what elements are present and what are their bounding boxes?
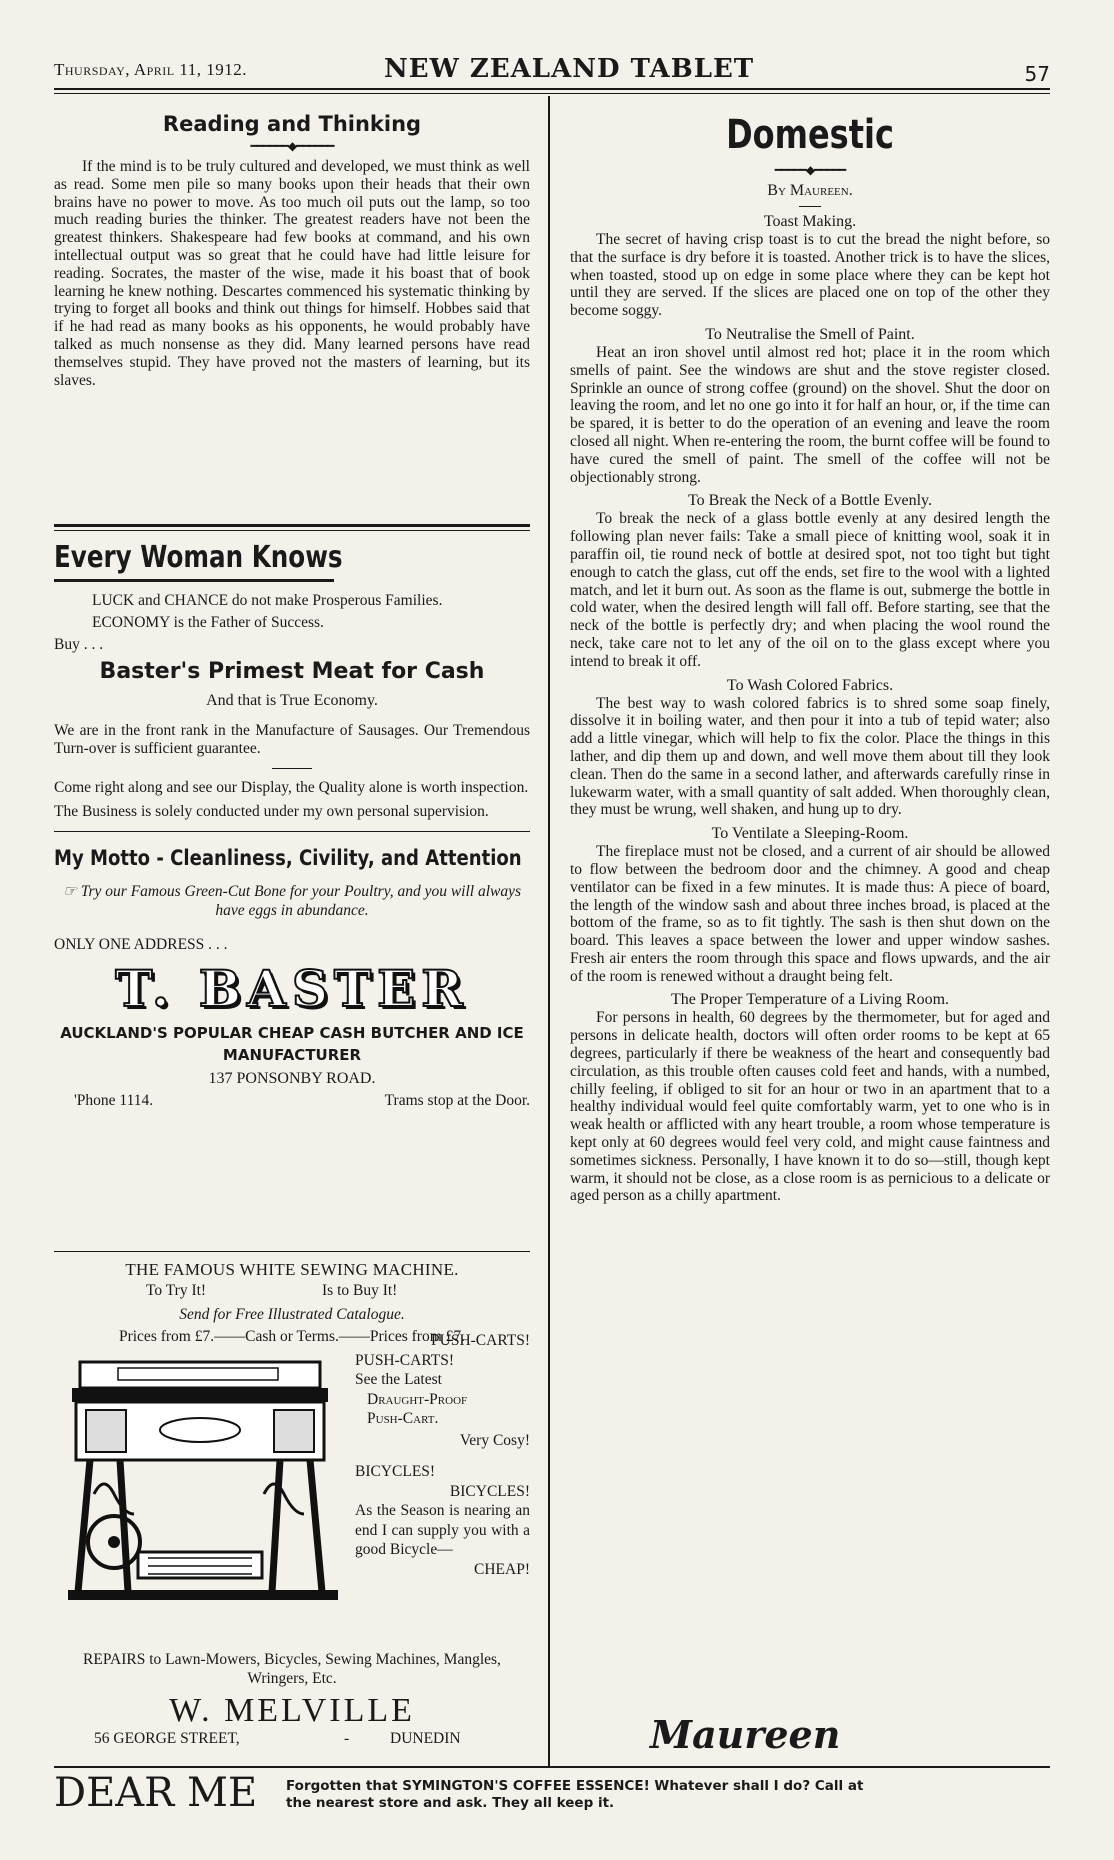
maureen-signature: Maureen xyxy=(650,1712,841,1757)
every-woman-headline: Every Woman Knows xyxy=(54,540,343,575)
baster-advertisement xyxy=(54,540,530,1114)
column-divider xyxy=(548,96,550,1768)
melville-name: W. MELVILLE xyxy=(169,1692,415,1729)
address-dash: - xyxy=(344,1730,350,1747)
bicycles-2: BICYCLES! xyxy=(449,1482,530,1500)
symington-line-1: Forgotten that SYMINGTON'S COFFEE ESSENCE! Whatever shall I do? Call at xyxy=(286,1778,864,1794)
byline-divider xyxy=(799,206,821,207)
section-heading: The Proper Temperature of a Living Room. xyxy=(670,991,950,1009)
header-rule-thin xyxy=(54,93,1050,94)
issue-date: Thursday, April 11, 1912. xyxy=(54,60,248,79)
page-number: 57 xyxy=(1024,62,1050,86)
pushcarts-2: PUSH-CARTS! xyxy=(355,1351,454,1369)
prices-line: Prices from £7.——Cash or Terms.——Prices from £7. xyxy=(118,1328,466,1345)
very-cosy: Very Cosy! xyxy=(459,1431,530,1449)
section-heading: Toast Making. xyxy=(763,213,857,230)
to-try-it: To Try It! xyxy=(146,1282,207,1299)
baster-address: 137 PONSONBY ROAD. xyxy=(208,1070,376,1088)
motto-line: My Motto - Cleanliness, Civility, and Attention xyxy=(54,845,522,870)
push-cart-label: Push-Cart. xyxy=(367,1410,439,1427)
melville-street: 56 GEORGE STREET, xyxy=(94,1730,240,1747)
reading-body: If the mind is to be truly cultured and developed, we must think as well as read. Some men pile so many books upon their heads that their own brains have no power to move. As too much oil puts out the lamp, so too much reading buries the thinker. The greatest readers have not been the greatest thinkers. Shakespeare had few books at command, and his own intellectual output was so great that he could have had little leisure for reading. Socrates, the master of the wise, made it his boast that of book learning he knew nothing. Descartes commenced his systematic thinking by trying to forget all books and think out things for himself. Hobbes said that if he had read as many books as his opponents, he would probably have talked as much nonsense as they did. Many learned persons have read themselves stupid. They have proved not the masters of learning, but its slaves. xyxy=(54,158,530,389)
try-bone-line: Try our Famous Green-Cut Bone for your Poultry, and you will always have eggs in abundance. xyxy=(80,882,522,919)
symington-line-2: the nearest store and ask. They all keep it. xyxy=(286,1795,615,1811)
reading-title: Reading and Thinking xyxy=(162,112,422,136)
catalogue-line: Send for Free Illustrated Catalogue. xyxy=(179,1306,405,1323)
season-text: As the Season is nearing an end I can supply you with a good Bicycle— xyxy=(355,1502,530,1558)
front-rank-para: We are in the front rank in the Manufacture of Sausages. Our Tremendous Turn-over is sufficient guarantee. xyxy=(54,722,530,758)
headline-underline xyxy=(54,579,334,582)
footer-rule xyxy=(54,1766,1050,1768)
section-text: For persons in health, 60 degrees by the thermometer, but for aged and persons in delicate health, doctors will often order rooms to be kept at 65 degrees, particularly if there be weakness of the heart and consequently bad circulation, as this trouble often causes cold feet and hands, with a numbed, chilly feeling, if obliged to sit for an hour or two in an apartment that to a healthy individual would feel quite comfortably warm, yet to one who is in weak health or afflicted with any heart trouble, a room whose temperature is kept only at 60 degrees would feel very cold, and might cause faintness and sometimes sickness. Personally, I have known it to do so—still, though kept warm, it should not be close, as a close room is as pernicious to a delicate or aged person as a chilly apartment. xyxy=(570,1009,1050,1205)
economy-line: ECONOMY is the Father of Success. xyxy=(92,613,324,631)
true-economy: And that is True Economy. xyxy=(206,692,378,710)
buy-line: Buy . . . xyxy=(54,635,104,653)
only-one-address: ONLY ONE ADDRESS . . . xyxy=(54,935,228,953)
melville-footer xyxy=(54,1650,530,1752)
title-ornament: ━━━━━━◆━━━━━━ xyxy=(250,139,334,153)
symington-banner xyxy=(54,1770,1050,1824)
luck-line: LUCK and CHANCE do not make Prosperous Families. xyxy=(92,592,443,609)
section-heading: To Ventilate a Sleeping-Room. xyxy=(711,825,909,843)
bicycles-1: BICYCLES! xyxy=(355,1463,436,1480)
section-text: The secret of having crisp toast is to cut the bread the night before, so that the surface is dry before it is toasted. Another trick is to have the slices, when toasted, stood up on edge in some place where they can be kept hot until they are served. If the slices are placed one on top of the other they become soggy. xyxy=(570,231,1050,320)
section-text: The fireplace must not be closed, and a current of air should be allowed to flow between the bedroom door and the chimney. A good and cheap ventilator can be fixed in a few minutes. It is made thus: A piece of board, the length of the window sash and about three inches broad, is placed at the bottom of the frame, so as to fit tightly. The sash is then shut down on the board. This leaves a space between the lower and upper window sashes. Fresh air enters the room through this space and flows upwards, and the air of the room is renewed without a draught being felt. xyxy=(570,843,1050,985)
page-header xyxy=(54,52,1050,86)
melville-rule-top xyxy=(54,1251,530,1252)
repairs-line: REPAIRS to Lawn-Mowers, Bicycles, Sewing Machines, Mangles, Wringers, Etc. xyxy=(83,1651,501,1687)
butcher-business-name: AUCKLAND'S POPULAR CHEAP CASH BUTCHER AND ICE MANUFACTURER xyxy=(60,1024,524,1065)
pushcart-bicycle-copy xyxy=(355,1331,530,1579)
draught-proof: Draught-Proof xyxy=(367,1390,468,1408)
domestic-byline: By Maureen. xyxy=(767,182,853,199)
sewing-machine-headline: THE FAMOUS WHITE SEWING MACHINE. xyxy=(125,1260,459,1279)
phone-number: 'Phone 1114. xyxy=(74,1092,154,1110)
section-text: To break the neck of a glass bottle evenly at any desired length the following plan never fails: Take a small piece of knitting wool, soak it in paraffin oil, tie round neck of bottle at desired spot, not too tight but tight enough to catch the glass, cut off the ends, set fire to the wool with a lighted match, and let it burn out. As soon as the flame is out, submerge the bottle in cold water, when the desired length will fall off. Before starting, see that the neck of the bottle is perfectly dry; and when placing the wool round the neck, take care not to let any of the oil on to the glass except where you intend to break it off. xyxy=(570,510,1050,670)
primest-meat: Baster's Primest Meat for Cash xyxy=(99,659,485,685)
pointing-hand-icon: ☞ xyxy=(62,882,77,900)
come-along-para: Come right along and see our Display, the Quality alone is worth inspection. xyxy=(54,778,529,796)
business-para: The Business is solely conducted under my own personal supervision. xyxy=(54,802,489,820)
is-to-buy-it: Is to Buy It! xyxy=(322,1282,398,1299)
section-text: Heat an iron shovel until almost red hot; place it in the room which smells of paint. See the windows are shut and the stove register closed. Sprinkle an ounce of strong coffee (ground) on the shovel. Shut the door on leaving the room, and let no one go into it for half an hour, or, if the time can be spared, it is better to do the operation of an evening and leave the room closed all night. When re-entering the room, the burnt coffee will be found to have cured the smell of paint. The smell of the coffee will not be objectionably strong. xyxy=(570,343,1050,486)
see-latest: See the Latest xyxy=(355,1371,442,1388)
section-rule-thin xyxy=(54,530,530,531)
domestic-title: Domestic xyxy=(726,112,894,158)
section-heading: To Neutralise the Smell of Paint. xyxy=(705,325,915,343)
domestic-ornament: ━━━━━◆━━━━━ xyxy=(774,163,846,177)
dear-me: DEAR ME xyxy=(54,1770,258,1816)
cheap-label: CHEAP! xyxy=(474,1560,530,1578)
pushcarts-1: PUSH-CARTS! xyxy=(431,1332,530,1349)
baster-logo: T. BASTER xyxy=(115,959,469,1019)
section-rule xyxy=(54,524,530,527)
melville-city: DUNEDIN xyxy=(390,1730,461,1747)
sewing-machine-illustration xyxy=(58,1354,348,1606)
section-heading: To Break the Neck of a Bottle Evenly. xyxy=(688,492,932,510)
section-heading: To Wash Colored Fabrics. xyxy=(726,676,894,694)
reading-article xyxy=(54,112,530,389)
domestic-column xyxy=(570,112,1050,1205)
section-text: The best way to wash colored fabrics is to shred some soap finely, dissolve it in boiling water, and then pour it into a tub of tepid water; also add a little vinegar, which will help to fix the color. Place the things in this lather, and dip them up and down, and well move them about till they look clean. Then do the same in a second lather, and afterwards carefully rinse in lukewarm water, with a small quantity of salt added. When thoroughly clean, they must be wrung, well shaken, and hung up to dry. xyxy=(570,694,1050,819)
short-divider xyxy=(272,768,312,769)
domestic-sections xyxy=(570,213,1050,1205)
symington-copy xyxy=(286,1778,863,1812)
ad-divider xyxy=(54,831,530,832)
trams-note: Trams stop at the Door. xyxy=(384,1092,530,1110)
header-rule xyxy=(54,88,1050,90)
masthead: NEW ZEALAND TABLET xyxy=(384,54,755,84)
